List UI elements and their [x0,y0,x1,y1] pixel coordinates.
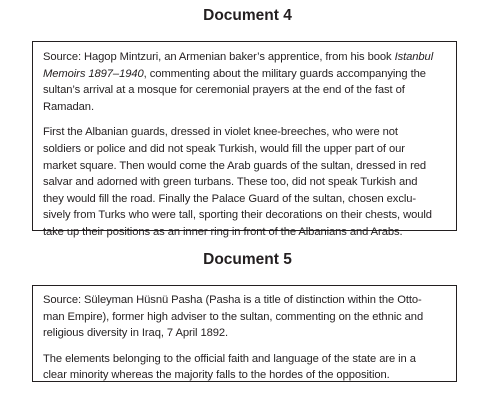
document-4-body-line: they would fill the road. Finally the Palace Guard of the sultan, chosen exclu- [43,192,417,205]
document-5-body-line: clear minority whereas the majority falls to the hordes of the opposition. [43,369,390,382]
document-4-source-line-2-suffix: , commenting about the military guards accompanying the [143,67,426,80]
document-4-book-title-part-1: Istanbul [394,51,434,63]
document-4-body-line: salvar and adorned with green turbans. These too, did not speak Turkish and [43,176,418,189]
document-4-body-line: market square. Then would come the Arab guards of the sultan, dressed in red [43,159,427,172]
document-4-source [43,49,446,115]
document-5-source-line: religious diversity in Iraq, 7 April 1892. [43,327,229,340]
document-4-body-line: take up their positions as an inner ring in front of the Albanians and Arabs. [43,225,403,238]
document-4-source-line-1-prefix: Source: Hagop Mintzuri, an Armenian baker’s apprentice, from his book [43,51,395,63]
document-4-body-line: sively from Turks who were tall, sporting their decorations on their chests, would [43,209,432,222]
document-5-source-line: man Empire), former high adviser to the sultan, commenting on the ethnic and [43,310,424,323]
document-4-book-title-part-2: Memoirs 1897–1940 [43,67,144,80]
document-5-heading: Document 5 [203,251,292,268]
document-4-body-line: First the Albanian guards, dressed in violet knee-breeches, who were not [43,126,398,139]
document-5-source-line: Source: Süleyman Hüsnü Pasha (Pasha is a title of distinction within the Otto- [43,294,422,306]
document-5-box [32,285,457,382]
document-5-body [43,351,446,384]
document-4-body-line: soldiers or police and did not speak Turkish, would fill the upper part of our [43,142,405,155]
document-4-box [32,41,457,238]
document-5-source [43,292,446,342]
document-4-heading: Document 4 [203,7,292,24]
document-4-body [43,124,446,240]
document-5-body-line: The elements belonging to the official faith and language of the state are in a [43,352,416,365]
document-4-source-line-3: sultan’s arrival at a mosque for ceremonial prayers at the end of the fast of Ramadan. [43,84,405,113]
